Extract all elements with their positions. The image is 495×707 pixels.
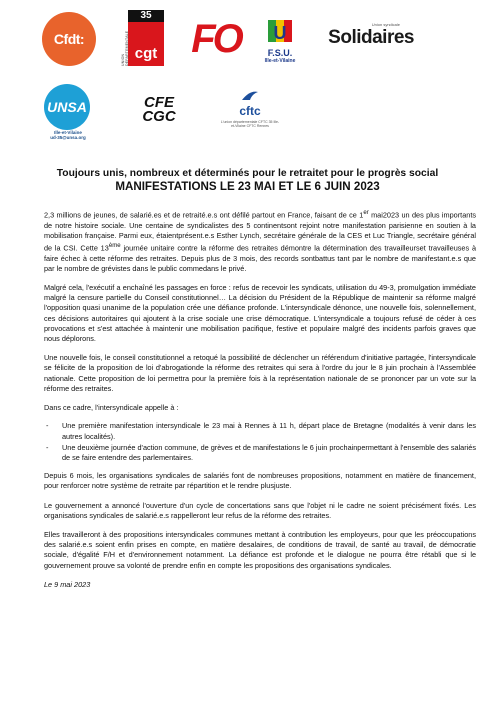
fsu-mark-icon [264,18,296,46]
cftc-logo [220,82,280,134]
unsa-sub [40,130,96,141]
solidaires-name: Solidaires [328,27,414,49]
paragraph-3: Une nouvelle fois, le conseil constitutionnel a retoqué la possibilité de déclencher un référendum d'initiative partagée, l'intersyndicale se félicite de la proposition de loi d'abrogationde la réforme des retraites qui sera à l'ordre du jour le 8 juin prochain à l'Assemblée nationale. Cette proposition de loi permettra pour la première fois à la représentation nationale de se prononcer par un vote sur la réforme des retraites. [44,353,476,393]
fsu-sub: Ille-et-Vilaine [264,58,296,64]
fsu-name: F.S.U. [267,48,293,58]
fsu-mark-letter: U [273,23,287,43]
p1-part-b: mai2023 un des plus importants de notre histoire sociale. Une centaine de syndicalistes des 5 continentsont rejoint notre manifestation parisienne en soutien à la mobilisation française. Parmi eux, étaientprésent.e.s Esther Lynch, secrétaire générale de la CES et Luc Triangle, secrétaire général de la CSI. Cette 13 [44,210,476,253]
cftc-sub: L'union départementale CFTC 35 Ille-et-Vilaine CFTC Rennes [220,119,280,128]
cftc-bird-icon [240,88,260,104]
cgt-logo [121,10,164,66]
paragraph-7: Elles travailleront à des propositions intersyndicales communes mettant à contribution les employeurs, pour que les préoccupations des salarié.e.s soient enfin prises en compte, en matière desalaires, de conditions de travail, de santé au travail, de démocratie sociale, d'égalité F/H et d'environnement notamment. La défiance est profonde et le dialogue ne pourra être rétabli que si le gouvernement prouve sa volonté de prendre enfin en compte les propositions des organisations syndicales. [44,529,476,570]
cfdt-logo [42,12,96,66]
fo-logo [190,14,242,64]
cfe-cgc-logo [133,88,185,132]
p1-sup: er [363,209,369,216]
paragraph-4: Dans ce cadre, l'intersyndicale appelle à : [44,403,179,413]
cfe-line2: CGC [142,108,176,125]
fo-logo-text: FO [191,16,241,61]
headline-line2: MANIFESTATIONS LE 23 MAI ET LE 6 JUIN 2023 [115,180,380,193]
unsa-logo-text: UNSA [47,99,87,115]
fsu-logo [260,12,300,70]
solidaires-logo [322,16,414,56]
cgt-number: 35 [128,10,164,22]
p1-sup2: ème [108,242,121,250]
unsa-logo [44,84,90,130]
cftc-name: cftc [239,103,261,118]
cfe-line1: CFE [144,93,174,111]
document-date: Le 9 mai 2023 [44,579,91,589]
paragraph-5: Depuis 6 mois, les organisations syndicales de salariés font de nombreuses propositions, notamment en matière de financement, pour renforcer notre système de retraite par répartition et le rendre plusjuste. [44,471,476,491]
fsu-mark [264,18,296,46]
headline-line1: Toujours unis, nombreux et déterminés pour le retraitet pour le progrès social [56,168,439,179]
paragraph-1 [44,208,476,274]
cfdt-logo-text: Cfdt: [53,31,85,47]
headline [0,168,495,193]
p1-part-a: 2,3 millions de jeunes, de salarié.es et de retraité.e.s ont défilé partout en France, faisant de ce 1 [44,210,364,220]
unsa-region: Ille-et-Vilaine [54,130,82,135]
p1-part-c: journée unitaire contre la réforme des retraites démontre la détermination des travailleurset travailleuses à faire échec à cette réforme des retraites. Depuis plus de 3 mois, des records sontbattus tant par le nombre de manifestant.e.s que par le nombre de grévistes dans le public commedans le privé. [44,243,477,273]
call-list [44,421,476,463]
paragraph-6: Le gouvernement a annoncé l'ouverture d'un cycle de concertations sans que l'objet ni le cadre ne soient précisément fixés. Les organisations syndicales de salarié.e.s rappelleront leur refus de la réforme des retraites. [44,500,476,520]
unsa-url: ud-35@unsa.org [50,135,86,141]
list-item: - Une première manifestation intersyndicale le 23 mai à Rennes à 11 h, départ place de Bretagne (modalités à venir dans les autres localités). [44,421,476,441]
cgt-name: cgt [128,22,164,66]
cgt-vertical-text: UNION DÉPARTEMENTALE [121,30,129,66]
list-item: - Une deuxième journée d'action commune, de grèves et de manifestations le 6 juin prochainpermettant à l'ensemble des salariés de se faire entendre des parlementaires. [44,443,476,463]
body-text [44,208,476,599]
solidaires-tiny: Union syndicale [371,21,400,27]
paragraph-2: Malgré cela, l'exécutif a enchaîné les passages en force : refus de recevoir les syndicats, utilisation du 49-3, promulgation immédiate malgré la censure partielle du Conseil constitutionnel… La décision du Président de la République de maintenir sa réforme malgré l'opposition quasi unanime de la population crée une défiance profonde. L'intersyndicale dénonce, une nouvelle fois, solennellement, ces décisions autoritaires qui ajoutent à la crise sociale une crise démocratique. L'intersyndicale a toujours refusé de céder à ces provocations et s'est attachée à maintenir une mobilisation pacifique, festive et populaire malgré des incidents parfois graves que nous déplorons. [44,283,476,344]
